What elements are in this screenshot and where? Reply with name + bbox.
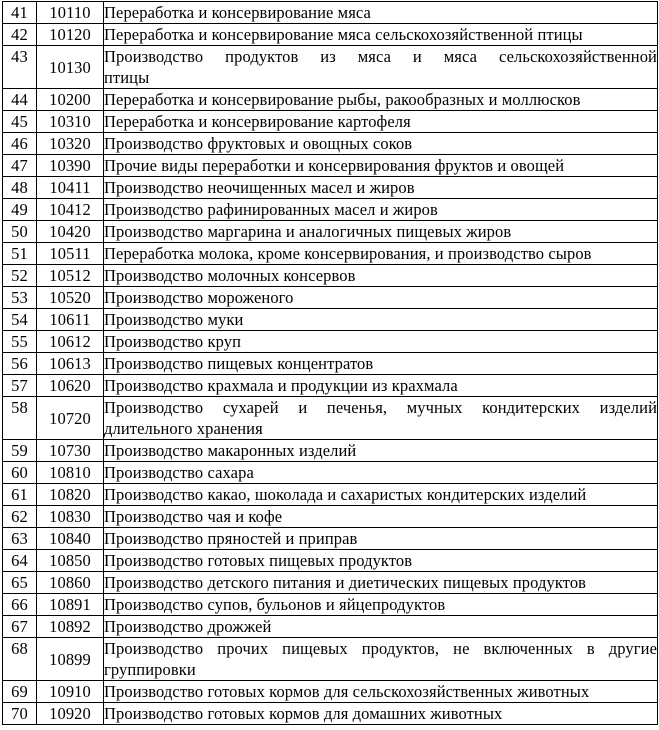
description-line: Производство продуктов из мяса и мяса сельскохозяйственной — [104, 47, 657, 66]
activity-description-cell — [104, 397, 658, 440]
table-row — [3, 287, 658, 309]
table-row — [3, 133, 658, 155]
table-body — [3, 2, 658, 725]
activity-description-cell: Производство детского питания и диетических пищевых продуктов — [104, 572, 658, 594]
activity-description-cell: Переработка молока, кроме консервирования, и производство сыров — [104, 243, 658, 265]
activity-code-cell: 10412 — [37, 199, 104, 221]
row-number-cell: 61 — [3, 484, 37, 506]
table-row — [3, 221, 658, 243]
activity-code-cell: 10390 — [37, 155, 104, 177]
activity-description-cell: Производство крахмала и продукции из крахмала — [104, 375, 658, 397]
row-number-cell: 49 — [3, 199, 37, 221]
activity-description-cell: Производство неочищенных масел и жиров — [104, 177, 658, 199]
activity-description-cell: Производство пряностей и приправ — [104, 528, 658, 550]
row-number-cell: 57 — [3, 375, 37, 397]
activity-description-cell: Производство готовых кормов для домашних животных — [104, 703, 658, 725]
activity-code-cell: 10830 — [37, 506, 104, 528]
table-row — [3, 440, 658, 462]
table-row — [3, 484, 658, 506]
row-number-cell: 46 — [3, 133, 37, 155]
row-number-cell: 63 — [3, 528, 37, 550]
activity-description-cell: Переработка и консервирование картофеля — [104, 111, 658, 133]
table-row — [3, 594, 658, 616]
row-number-cell: 48 — [3, 177, 37, 199]
activity-code-cell: 10850 — [37, 550, 104, 572]
activity-code-cell: 10899 — [37, 638, 104, 681]
row-number-cell: 41 — [3, 2, 37, 24]
activity-code-cell: 10520 — [37, 287, 104, 309]
activity-code-cell: 10612 — [37, 331, 104, 353]
description-line: длительного хранения — [104, 419, 263, 438]
row-number-cell: 47 — [3, 155, 37, 177]
row-number-cell: 58 — [3, 397, 37, 440]
table-row — [3, 638, 658, 681]
activity-description-cell: Переработка и консервирование мяса — [104, 2, 658, 24]
table-row — [3, 572, 658, 594]
table-row — [3, 528, 658, 550]
table-row — [3, 506, 658, 528]
table-row — [3, 462, 658, 484]
row-number-cell: 51 — [3, 243, 37, 265]
activity-description-cell — [104, 638, 658, 681]
activity-description-cell: Прочие виды переработки и консервирования фруктов и овощей — [104, 155, 658, 177]
activity-code-cell: 10820 — [37, 484, 104, 506]
activity-description-cell: Производство чая и кофе — [104, 506, 658, 528]
table-row — [3, 681, 658, 703]
row-number-cell: 56 — [3, 353, 37, 375]
activity-description-cell: Производство круп — [104, 331, 658, 353]
activity-code-cell: 10511 — [37, 243, 104, 265]
row-number-cell: 44 — [3, 89, 37, 111]
table-row — [3, 199, 658, 221]
table-row — [3, 309, 658, 331]
row-number-cell: 64 — [3, 550, 37, 572]
description-line: птицы — [104, 68, 150, 87]
activity-description-cell: Производство готовых кормов для сельскохозяйственных животных — [104, 681, 658, 703]
row-number-cell: 45 — [3, 111, 37, 133]
table-row — [3, 111, 658, 133]
description-line: Производство прочих пищевых продуктов, не включенных в другие — [104, 639, 657, 658]
table-row — [3, 177, 658, 199]
activity-code-cell: 10120 — [37, 24, 104, 46]
activity-code-cell: 10411 — [37, 177, 104, 199]
activity-code-cell: 10891 — [37, 594, 104, 616]
activity-description-cell: Производство пищевых концентратов — [104, 353, 658, 375]
activity-code-cell: 10892 — [37, 616, 104, 638]
activity-code-cell: 10730 — [37, 440, 104, 462]
table-row — [3, 24, 658, 46]
activity-description-cell: Переработка и консервирование мяса сельскохозяйственной птицы — [104, 24, 658, 46]
description-line: группировки — [104, 660, 196, 679]
activity-code-cell: 10840 — [37, 528, 104, 550]
activity-code-cell: 10310 — [37, 111, 104, 133]
activity-description-cell: Производство маргарина и аналогичных пищевых жиров — [104, 221, 658, 243]
table-row — [3, 89, 658, 111]
table-row — [3, 243, 658, 265]
row-number-cell: 66 — [3, 594, 37, 616]
activity-code-cell: 10910 — [37, 681, 104, 703]
activity-description-cell: Производство муки — [104, 309, 658, 331]
activity-code-cell: 10420 — [37, 221, 104, 243]
description-line: Производство сухарей и печенья, мучных кондитерских изделий — [104, 398, 657, 417]
table-row — [3, 331, 658, 353]
row-number-cell: 60 — [3, 462, 37, 484]
table-row — [3, 353, 658, 375]
table-row — [3, 616, 658, 638]
activity-code-cell: 10810 — [37, 462, 104, 484]
activity-description-cell: Производство супов, бульонов и яйцепродуктов — [104, 594, 658, 616]
activity-description-cell: Производство дрожжей — [104, 616, 658, 638]
activity-code-cell: 10920 — [37, 703, 104, 725]
table-row — [3, 375, 658, 397]
activity-code-cell: 10620 — [37, 375, 104, 397]
activity-description-cell: Производство мороженого — [104, 287, 658, 309]
table-row — [3, 703, 658, 725]
table-row — [3, 265, 658, 287]
row-number-cell: 68 — [3, 638, 37, 681]
row-number-cell: 69 — [3, 681, 37, 703]
activity-description-cell: Производство фруктовых и овощных соков — [104, 133, 658, 155]
row-number-cell: 62 — [3, 506, 37, 528]
activity-description-cell: Производство сахара — [104, 462, 658, 484]
activity-code-cell: 10130 — [37, 46, 104, 89]
row-number-cell: 70 — [3, 703, 37, 725]
activity-description-cell: Производство готовых пищевых продуктов — [104, 550, 658, 572]
table-row — [3, 46, 658, 89]
activity-description-cell — [104, 46, 658, 89]
row-number-cell: 43 — [3, 46, 37, 89]
row-number-cell: 53 — [3, 287, 37, 309]
activity-code-cell: 10611 — [37, 309, 104, 331]
activity-code-cell: 10512 — [37, 265, 104, 287]
row-number-cell: 67 — [3, 616, 37, 638]
row-number-cell: 54 — [3, 309, 37, 331]
activity-code-cell: 10320 — [37, 133, 104, 155]
row-number-cell: 59 — [3, 440, 37, 462]
activity-description-cell: Производство молочных консервов — [104, 265, 658, 287]
activity-code-cell: 10200 — [37, 89, 104, 111]
okved-classification-table — [2, 1, 658, 725]
table-row — [3, 397, 658, 440]
activity-code-cell: 10110 — [37, 2, 104, 24]
activity-code-cell: 10720 — [37, 397, 104, 440]
table-row — [3, 550, 658, 572]
activity-code-cell: 10613 — [37, 353, 104, 375]
row-number-cell: 52 — [3, 265, 37, 287]
table-row — [3, 155, 658, 177]
table-row — [3, 2, 658, 24]
row-number-cell: 55 — [3, 331, 37, 353]
activity-description-cell: Производство макаронных изделий — [104, 440, 658, 462]
row-number-cell: 50 — [3, 221, 37, 243]
activity-description-cell: Производство рафинированных масел и жиров — [104, 199, 658, 221]
activity-description-cell: Переработка и консервирование рыбы, ракообразных и моллюсков — [104, 89, 658, 111]
row-number-cell: 65 — [3, 572, 37, 594]
row-number-cell: 42 — [3, 24, 37, 46]
activity-code-cell: 10860 — [37, 572, 104, 594]
activity-description-cell: Производство какао, шоколада и сахаристых кондитерских изделий — [104, 484, 658, 506]
